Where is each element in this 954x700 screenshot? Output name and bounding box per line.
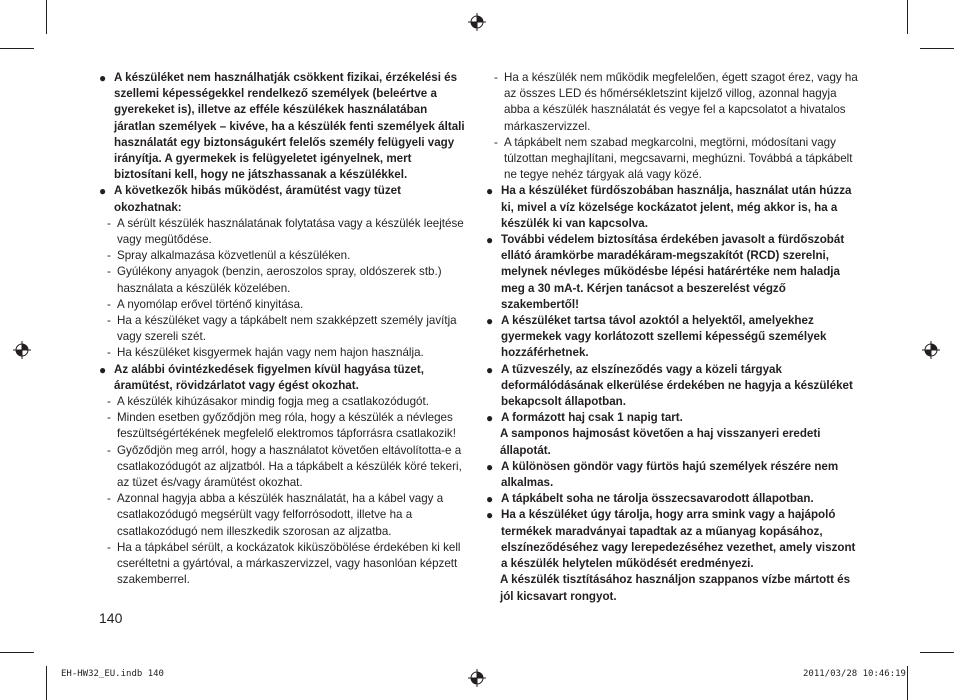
dash-marker: -: [107, 443, 111, 457]
right-column: [486, 70, 858, 605]
item-text: Ha készüléket kisgyermek haján vagy nem hajon használja.: [117, 346, 424, 360]
item-text: Gyúlékony anyagok (benzin, aeroszolos spray, oldószerek stb.) használata a készülék közelében.: [117, 265, 442, 295]
item-text: Az alábbi óvintézkedések figyelmen kívül hagyása tüzet, áramütést, rövidzárlatot vagy égést okozhat.: [114, 362, 424, 392]
item-text: Győződjön meg arról, hogy a használatot követően eltávolította-e a csatlakozódugót az aljzatból. Ha a tápkábelt a készülék köré tekeri, az tüzet és/vagy áramütést okozhat.: [117, 443, 462, 490]
bullet-icon: ●: [486, 314, 494, 329]
bullet-icon: ●: [486, 411, 494, 426]
crop-mark: [0, 652, 34, 653]
left-column: [99, 70, 469, 589]
dash-item: [99, 491, 469, 540]
bullet-icon: ●: [99, 184, 107, 199]
item-text: A különösen göndör vagy fürtös hajú személyek részére nem alkalmas.: [501, 459, 839, 490]
bullet-icon: ●: [486, 233, 494, 248]
item-text: Ha a készüléket úgy tárolja, hogy arra smink vagy a hajápoló termékek maradványai tapadtak az a műanyag kopásához, elszíneződéséhez vagy lerepedezéséhez vezethet, amely viszont a készülék helytelen működését eredményezi.: [501, 508, 856, 571]
item-text: További védelem biztosítása érdekében javasolt a fürdőszobát ellátó áramkörbe maradékáram-megszakítót (RCD) szerelni, melynek névleges működésbe lépési határértéke nem haladja meg a 30 mA-t. Kérjen tanácsot a beszerelést végző szakembertől!: [501, 233, 845, 311]
crop-mark: [46, 666, 47, 700]
crop-mark: [907, 0, 908, 34]
crop-mark: [920, 652, 954, 653]
bullet-item: [486, 459, 858, 491]
item-text: Spray alkalmazása közvetlenül a készüléken.: [117, 249, 351, 263]
bullet-icon: ●: [99, 362, 107, 377]
note-paragraph: [486, 426, 858, 458]
item-text: Minden esetben győződjön meg róla, hogy a készülék a névleges feszültségértékének megfelelő elektromos tápforrásra csatlakozik!: [117, 411, 456, 441]
bullet-item: [99, 183, 469, 215]
dash-item: [99, 313, 469, 345]
note-paragraph: [486, 572, 858, 604]
item-text: A tűzveszély, az elszíneződés vagy a közeli tárgyak deformálódásának elkerülése érdekében ne hagyja a készüléket bekapcsolt állapotban.: [501, 362, 853, 409]
bullet-item: [486, 507, 858, 572]
dash-item: [99, 345, 469, 361]
dash-marker: -: [107, 216, 111, 230]
dash-marker: -: [107, 297, 111, 311]
dash-item: [99, 216, 469, 248]
crop-mark: [46, 0, 47, 34]
dash-marker: -: [107, 411, 111, 425]
footer-file-info: EH-HW32_EU.indb 140: [61, 669, 164, 679]
crop-mark: [907, 666, 908, 700]
crop-mark: [920, 48, 954, 49]
bullet-item: [99, 70, 469, 183]
bullet-icon: ●: [486, 459, 494, 474]
dash-marker: -: [107, 346, 111, 360]
item-text: A nyomólap erővel történő kinyitása.: [117, 297, 304, 311]
dash-marker: -: [107, 540, 111, 554]
item-text: Ha a tápkábel sérült, a kockázatok kiküszöbölése érdekében ki kell cseréltetni a gyártóval, a márkaszervizzel, vagy hasonlóan képzett szakemberrel.: [117, 540, 461, 587]
item-text: A formázott haj csak 1 napig tart.: [501, 411, 683, 425]
dash-marker: -: [107, 265, 111, 279]
dash-item: [99, 540, 469, 589]
bullet-icon: ●: [99, 71, 107, 85]
dash-marker: -: [107, 314, 111, 328]
item-text: A tápkábelt nem szabad megkarcolni, megtörni, módosítani vagy túlzottan meghajlítani, megcsavarni, meghúzni. Továbbá a tápkábelt ne tegye nehéz tárgyak alá vagy közé.: [504, 135, 853, 182]
registration-mark-icon: [468, 669, 486, 687]
item-text: Ha a készülék nem működik megfelelően, égett szagot érez, vagy ha az összes LED és hőmérsékletszint kijelző villog, azonnal hagyja abba a készülék használatát és vegye fel a kapcsolatot a hivatalos márkaszervizzel.: [504, 71, 858, 133]
item-text: A tápkábelt soha ne tárolja összecsavarodott állapotban.: [501, 492, 814, 506]
item-text: Ha a készüléket fürdőszobában használja, használat után húzza ki, mivel a víz közelsége kockázatot jelent, még akkor is, ha a készülék ki van kapcsolva.: [501, 184, 852, 230]
dash-marker: -: [494, 71, 498, 84]
dash-item: [99, 443, 469, 492]
bullet-item: [486, 410, 858, 426]
bullet-icon: ●: [486, 362, 494, 377]
item-text: A készülék tisztításához használjon szappanos vízbe mártott és jól kicsavart rongyot.: [500, 573, 851, 603]
footer-timestamp: 2011/03/28 10:46:19: [803, 669, 906, 679]
bullet-icon: ●: [486, 508, 494, 523]
bullet-item: [486, 313, 858, 362]
dash-item: [99, 410, 469, 442]
item-text: A készüléket nem használhatják csökkent fizikai, érzékelési és szellemi képességekkel rendelkező személyek (beleértve a gyerekeket is), illetve az efféle készülékek használatában járatlan személyek – kivéve, ha a készülék fenti személyek általi használatát egy biztonságukért felelős személy felügyeli vagy irányítja. A gyermekek is felügyeletet igényelnek, mert biztosítani kell, hogy ne játszhassanak a készülékkel.: [114, 71, 465, 182]
dash-item: [99, 297, 469, 313]
item-text: A készüléket tartsa távol azoktól a helyektől, amelyekhez gyermekek vagy korlátozott szellemi képességű személyek hozzáférhetnek.: [501, 314, 827, 360]
dash-marker: -: [107, 492, 111, 506]
dash-item: [486, 70, 858, 135]
item-text: Azonnal hagyja abba a készülék használatát, ha a kábel vagy a csatlakozódugó megsérült vagy felforrósodott, illetve ha a csatlakozódugó nem illeszkedik szorosan az aljzatba.: [117, 492, 444, 538]
registration-mark-icon: [468, 13, 486, 31]
item-text: A készülék kihúzásakor mindig fogja meg a csatlakozódugót.: [117, 395, 429, 409]
bullet-item: [486, 362, 858, 411]
dash-marker: -: [107, 249, 111, 263]
item-text: A samponos hajmosást követően a haj visszanyeri eredeti állapotát.: [500, 427, 821, 457]
registration-mark-icon: [13, 341, 31, 359]
registration-mark-icon: [922, 341, 940, 359]
item-text: Ha a készüléket vagy a tápkábelt nem szakképzett személy javítja vagy szereli szét.: [117, 314, 457, 344]
bullet-icon: ●: [486, 184, 494, 199]
bullet-item: [486, 232, 858, 313]
dash-item: [99, 394, 469, 410]
item-text: A sérült készülék használatának folytatása vagy a készülék leejtése vagy megütődése.: [117, 216, 464, 247]
bullet-item: [486, 183, 858, 232]
dash-marker: -: [107, 395, 111, 409]
bullet-item: [486, 491, 858, 507]
dash-item: [99, 248, 469, 264]
crop-mark: [0, 48, 34, 49]
bullet-icon: ●: [486, 492, 494, 507]
page-number: 140: [99, 610, 123, 626]
dash-item: [99, 264, 469, 296]
item-text: A következők hibás működést, áramütést vagy tüzet okozhatnak:: [114, 184, 401, 214]
dash-item: [486, 135, 858, 184]
dash-marker: -: [494, 135, 498, 149]
bullet-item: [99, 362, 469, 394]
